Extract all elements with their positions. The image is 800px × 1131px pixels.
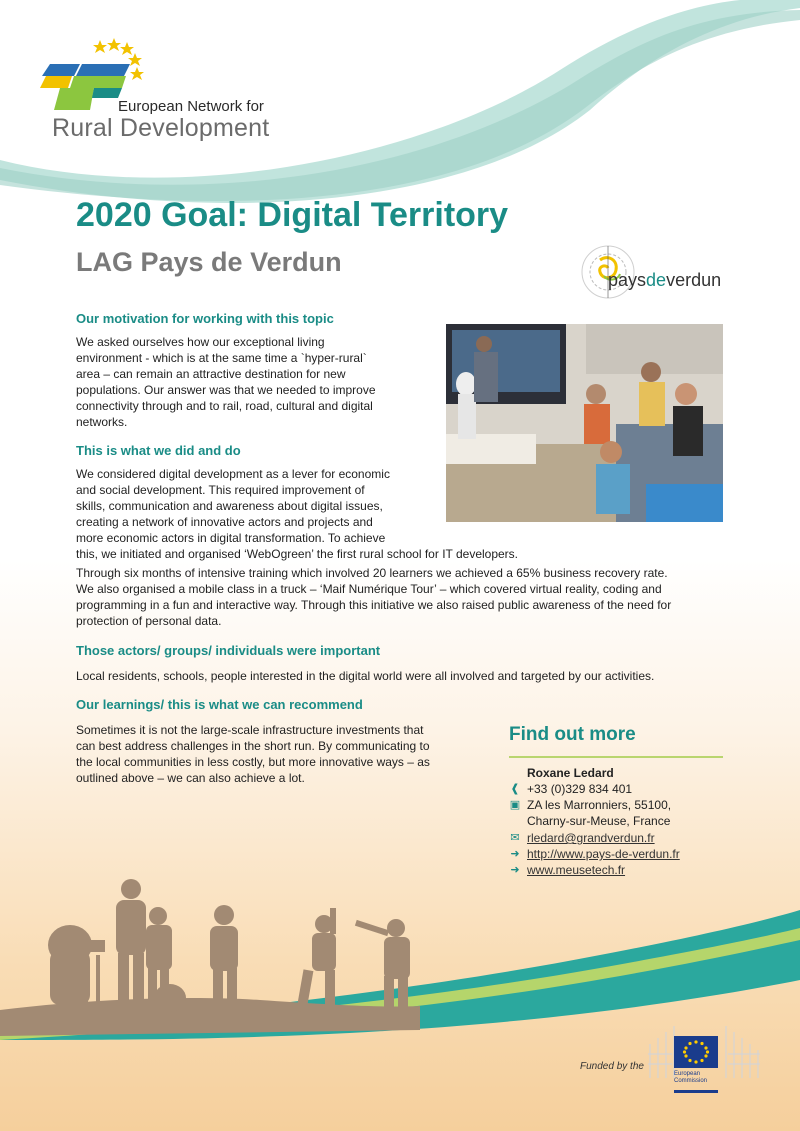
phone-icon: ❰ xyxy=(510,783,520,795)
website-link-pays-de-verdun[interactable]: http://www.pays-de-verdun.fr xyxy=(527,847,680,861)
text-line: area – can remain an attractive destination for new xyxy=(76,367,346,381)
text-line: Local residents, schools, people interested in the digital world were all involved and targeted by our activities. xyxy=(76,669,655,683)
website-link-meusetech[interactable]: www.meusetech.fr xyxy=(527,863,626,877)
brand-part-pays: pays xyxy=(608,270,647,290)
contact-address-line1: ZA les Marronniers, 55100, xyxy=(527,798,672,812)
people-silhouettes xyxy=(0,879,420,1036)
text-line: We asked ourselves how our exceptional living xyxy=(76,335,325,349)
text-line: networks. xyxy=(76,415,128,429)
paragraph-motivation xyxy=(76,334,376,430)
text-line: can best address challenges in the short run. By communicating to xyxy=(76,739,430,753)
brand-part-verdun: verdun xyxy=(666,270,722,290)
text-line: We also organised a mobile class in a truck – ‘Maif Numérique Tour’ – which covered virtual reality, coding and xyxy=(76,582,662,596)
contact-email-row xyxy=(527,830,655,846)
paragraph-training xyxy=(76,565,671,629)
brand-part-de: de xyxy=(646,270,667,290)
heading-what-we-did: This is what we did and do xyxy=(76,443,241,458)
contact-website1-row xyxy=(527,846,680,862)
text-line: connectivity through and to rail, road, cultural and digital xyxy=(76,399,373,413)
text-line: skills, communication and awareness about digital issues, xyxy=(76,499,383,513)
contact-address-line2: Charny-sur-Meuse, France xyxy=(527,814,671,828)
email-icon: ✉ xyxy=(510,832,520,844)
contact-name: Roxane Ledard xyxy=(527,766,614,780)
text-line: We considered digital development as a lever for economic xyxy=(76,467,390,481)
heading-learnings: Our learnings/ this is what we can recommend xyxy=(76,697,363,712)
contact-email-link[interactable]: rledard@grandverdun.fr xyxy=(527,831,655,845)
paragraph-learnings xyxy=(76,722,430,786)
text-line: and social development. This required improvement of xyxy=(76,483,365,497)
text-line: this, we initiated and organised ‘WebOgreen’ the first rural school for IT developers. xyxy=(76,547,519,561)
pays-de-verdun-logo xyxy=(578,240,728,304)
page-title: 2020 Goal: Digital Territory xyxy=(76,196,509,234)
text-line: the local communities in less costly, but more innovative ways – as xyxy=(76,755,430,769)
text-line: programming in a fun and interactive way. Through this initiative we also raised public awareness of the need for xyxy=(76,598,672,612)
text-line: more economic actors in digital transformation. To achieve xyxy=(76,531,386,545)
paragraph-actors xyxy=(76,668,654,684)
heading-actors: Those actors/ groups/ individuals were important xyxy=(76,643,381,658)
find-out-more-divider xyxy=(509,756,723,758)
address-icon: ▣ xyxy=(509,799,521,811)
paragraph-what-we-did xyxy=(76,466,518,562)
text-line: outlined above – we can also achieve a lot. xyxy=(76,771,305,785)
heading-motivation: Our motivation for working with this topic xyxy=(76,311,334,326)
ec-label-line2: Commission xyxy=(674,1078,708,1084)
arrow-right-icon: ➜ xyxy=(510,864,520,876)
contact-website2-row xyxy=(527,862,625,878)
text-line: environment - which is at the same time a `hyper-rural` xyxy=(76,351,367,365)
text-line: Through six months of intensive training which involved 20 learners we achieved a 65% business recovery rate. xyxy=(76,566,668,580)
logo-network-line: European Network for xyxy=(118,98,264,115)
ec-label-line1: European xyxy=(674,1071,701,1077)
logo-rural-line: Rural Development xyxy=(52,114,270,142)
text-line: populations. Our answer was that we needed to improve xyxy=(76,383,376,397)
page-subtitle: LAG Pays de Verdun xyxy=(76,247,342,277)
text-line: protection of personal data. xyxy=(76,614,222,628)
funded-by-text: Funded by the xyxy=(580,1061,644,1072)
ec-label xyxy=(674,1071,707,1085)
brand-wordmark xyxy=(608,270,721,291)
text-line: creating a network of innovative actors and projects and xyxy=(76,515,373,529)
arrow-right-icon: ➜ xyxy=(510,848,520,860)
text-line: Sometimes it is not the large-scale infrastructure investments that xyxy=(76,723,424,737)
find-out-more-heading: Find out more xyxy=(509,724,636,745)
contact-phone: +33 (0)329 834 401 xyxy=(527,782,633,796)
